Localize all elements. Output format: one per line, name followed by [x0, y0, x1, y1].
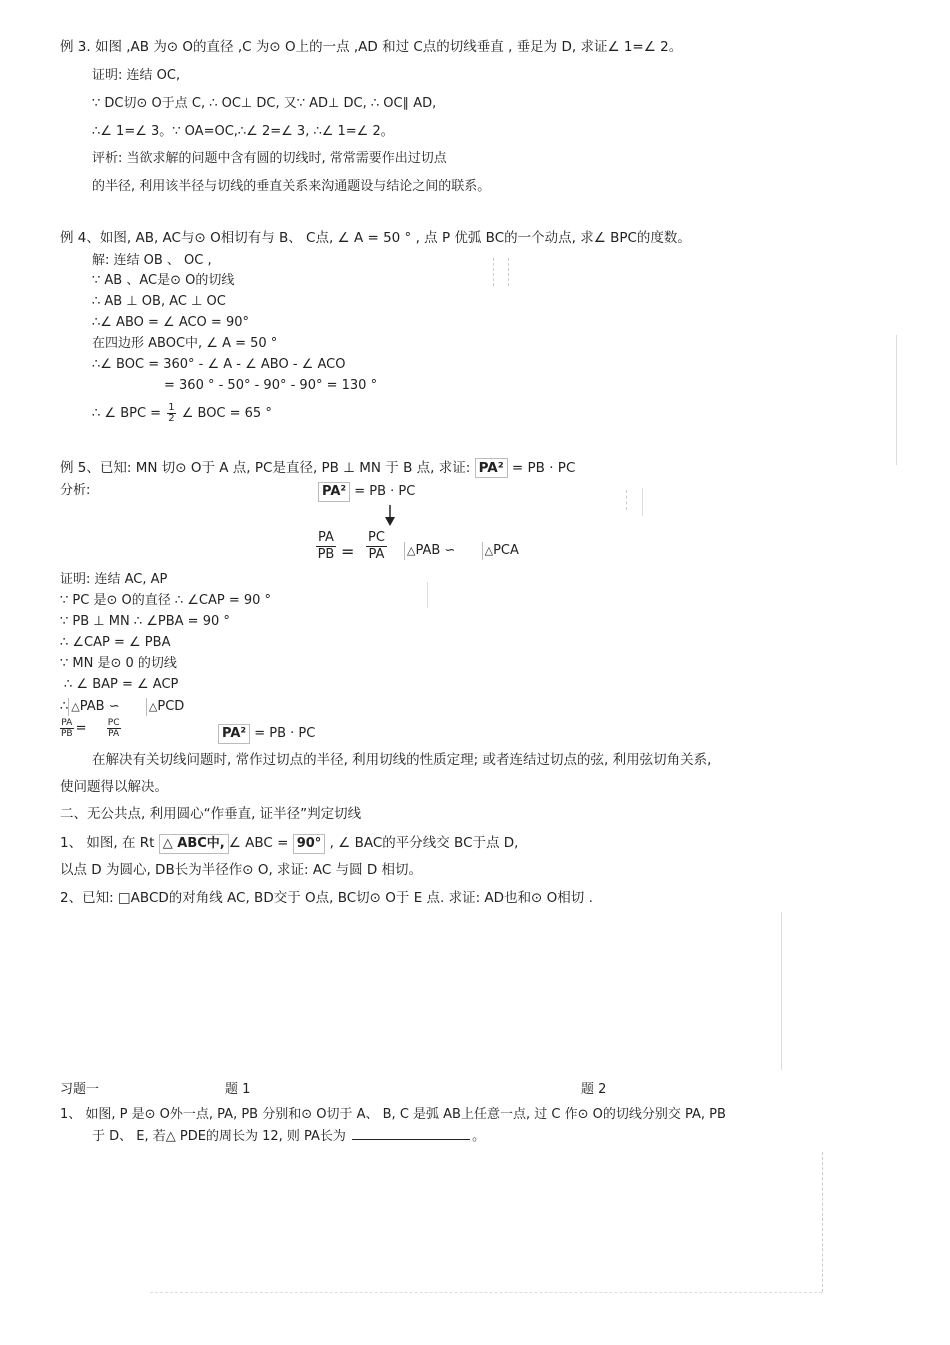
- period: 。: [472, 1129, 486, 1144]
- ex5-proof-1: 证明: 连结 AC, AP: [60, 572, 168, 587]
- sec2-question-1-line-2: 以点 D 为圆心, DB长为半径作⊙ O, 求证: AC 与圆 D 相切。: [60, 862, 423, 878]
- ex5-title-text: 例 5、已知: MN 切⊙ O于 A 点, PC是直径, PB ⊥ MN 于 B 点, 求证:: [60, 460, 471, 476]
- similar-triangles: [404, 542, 519, 560]
- ex4-line-1: 解: 连结 OB 、 OC ,: [92, 253, 212, 268]
- ex3-line-3: ∴∠ 1=∠ 3。∵ OA=OC,∴∠ 2=∠ 3, ∴∠ 1=∠ 2。: [92, 124, 394, 139]
- fraction-denominator: 2: [168, 413, 175, 424]
- ex4-line-8: [92, 403, 272, 424]
- triangle-icon: △: [146, 698, 157, 716]
- margin-rule: [427, 582, 428, 608]
- angle-abc-label: ∠ ABC =: [228, 835, 289, 851]
- margin-rule: [642, 488, 643, 516]
- down-arrow-icon: [383, 505, 397, 527]
- ex4-line-2: ∵ AB 、AC是⊙ O的切线: [92, 273, 235, 288]
- triangle-pca: PCA: [493, 543, 519, 558]
- analysis-goal-rhs: = PB · PC: [354, 484, 416, 499]
- ex4-line-7: = 360 ° - 50° - 90° - 90° = 130 °: [164, 378, 378, 393]
- ex5-analysis-goal: [318, 482, 415, 502]
- fraction-denominator: PA: [368, 547, 385, 562]
- ex5-proof-6: ∴ ∠ BAP = ∠ ACP: [64, 677, 179, 692]
- ex5-proof-5: ∵ MN 是⊙ 0 的切线: [60, 656, 177, 671]
- ex4-bpc-label: ∴ ∠ BPC =: [92, 406, 162, 421]
- sec2-question-1: [60, 834, 518, 854]
- ex3-line-2: ∵ DC切⊙ O于点 C, ∴ OC⊥ DC, 又∵ AD⊥ DC, ∴ OC∥ AD,: [92, 96, 437, 111]
- ex4-line-4: ∴∠ ABO = ∠ ACO = 90°: [92, 315, 249, 330]
- fraction-numerator: 1: [168, 402, 175, 413]
- margin-rule: [781, 912, 782, 1070]
- pa-over-pb-fraction: [316, 530, 336, 563]
- sec2-question-2: 2、已知: □ABCD的对角线 AC, BD交于 O点, BC切⊙ O于 E 点. 求证: AD也和⊙ O相切 .: [60, 890, 593, 906]
- triangle-icon: △: [404, 542, 415, 560]
- answer-blank[interactable]: [352, 1139, 470, 1140]
- ex5-proof-7: [60, 698, 184, 716]
- ex5-proof-4: ∴ ∠CAP = ∠ PBA: [60, 635, 171, 650]
- pa-squared-formula: PA²: [475, 458, 508, 478]
- rt-triangle-abc: △ ABC中,: [159, 834, 229, 854]
- figure-placeholder-border: [150, 1292, 822, 1293]
- triangle-icon: △: [482, 542, 493, 560]
- sec2-q1-text: 1、 如图, 在 Rt: [60, 835, 155, 851]
- figure-placeholder-mark: [493, 258, 494, 286]
- pc-over-pa-fraction: [107, 718, 121, 739]
- ex4-line-6: ∴∠ BOC = 360° - ∠ A - ∠ ABO - ∠ ACO: [92, 357, 346, 372]
- fraction-numerator: PA: [61, 718, 73, 728]
- triangle-pab: PAB ∽: [79, 699, 120, 714]
- ex5-proof-2: ∵ PC 是⊙ O的直径 ∴ ∠CAP = 90 °: [60, 593, 272, 608]
- figure-placeholder-mark: [626, 490, 627, 510]
- exercise-q1-line-1: 1、 如图, P 是⊙ O外一点, PA, PB 分别和⊙ O切于 A、 B, C 是弧 AB上任意一点, 过 C 作⊙ O的切线分别交 PA, PB: [60, 1107, 726, 1122]
- fraction-numerator: PA: [318, 530, 334, 545]
- therefore-symbol: ∴: [60, 699, 69, 714]
- ex4-title: 例 4、如图, AB, AC与⊙ O相切有与 B、 C点, ∠ A = 50 ° , 点 P 优弧 BC的一个动点, 求∠ BPC的度数。: [60, 230, 691, 246]
- margin-rule: [896, 335, 897, 465]
- one-half-fraction: [167, 403, 175, 424]
- triangle-icon: △: [68, 698, 79, 716]
- figure-placeholder-mark: [508, 258, 509, 286]
- section-2-title: 二、无公共点, 利用圆心“作垂直, 证半径”判定切线: [60, 806, 362, 822]
- exercise-title: 习题一: [60, 1082, 100, 1097]
- fraction-numerator: PC: [107, 718, 120, 728]
- pa-squared-formula: PA²: [218, 724, 250, 744]
- pc-over-pa-fraction: [366, 530, 387, 563]
- ex5-note-1: 在解决有关切线问题时, 常作过切点的半径, 利用切线的性质定理; 或者连结过切点的弦, 利用弦切角关系,: [92, 752, 712, 768]
- ex5-title: [60, 458, 575, 478]
- figure-placeholder-border: [822, 1152, 823, 1292]
- ex3-line-5: 的半径, 利用该半径与切线的垂直关系来沟通题设与结论之间的联系。: [92, 179, 491, 194]
- triangle-pcd: PCD: [157, 699, 185, 714]
- ex3-line-4: 评析: 当欲求解的问题中含有圆的切线时, 常常需要作出过切点: [92, 151, 447, 166]
- triangle-pab: PAB ∽: [415, 543, 456, 558]
- ninety-degrees: 90°: [293, 834, 326, 854]
- conclusion-rhs: = PB · PC: [254, 726, 316, 741]
- ex4-line-3: ∴ AB ⊥ OB, AC ⊥ OC: [92, 294, 226, 309]
- ex5-analysis-label: 分析:: [60, 483, 91, 498]
- ex5-conclusion: [218, 724, 315, 744]
- equals-sign: =: [75, 721, 87, 736]
- fraction-numerator: PC: [368, 530, 385, 545]
- ex5-proof-3: ∵ PB ⊥ MN ∴ ∠PBA = 90 °: [60, 614, 230, 629]
- figure-2-label: 题 2: [581, 1082, 607, 1097]
- ex5-note-2: 使问题得以解决。: [60, 779, 168, 795]
- figure-1-label: 题 1: [225, 1082, 251, 1097]
- ex3-line-1: 证明: 连结 OC,: [92, 68, 181, 83]
- ex4-line-5: 在四边形 ABOC中, ∠ A = 50 °: [92, 336, 278, 351]
- exercise-q1-text: 于 D、 E, 若△ PDE的周长为 12, 则 PA长为: [92, 1129, 346, 1144]
- pa-over-pb-fraction: [60, 718, 74, 739]
- pa-squared-formula: PA²: [318, 482, 350, 502]
- sec2-q1-rest: , ∠ BAC的平分线交 BC于点 D,: [329, 835, 519, 851]
- fraction-denominator: PB: [61, 729, 73, 739]
- ex5-proof-8: [58, 718, 123, 739]
- fraction-denominator: PA: [108, 729, 120, 739]
- fraction-denominator: PB: [317, 547, 335, 562]
- ex4-boc-result: ∠ BOC = 65 °: [181, 406, 272, 421]
- ex3-title: 例 3. 如图 ,AB 为⊙ O的直径 ,C 为⊙ O上的一点 ,AD 和过 C点的切线垂直 , 垂足为 D, 求证∠ 1=∠ 2。: [60, 39, 683, 55]
- exercise-q1-line-2: [92, 1128, 485, 1146]
- equals-sign: =: [341, 542, 355, 561]
- ex5-title-rhs: = PB · PC: [511, 460, 576, 476]
